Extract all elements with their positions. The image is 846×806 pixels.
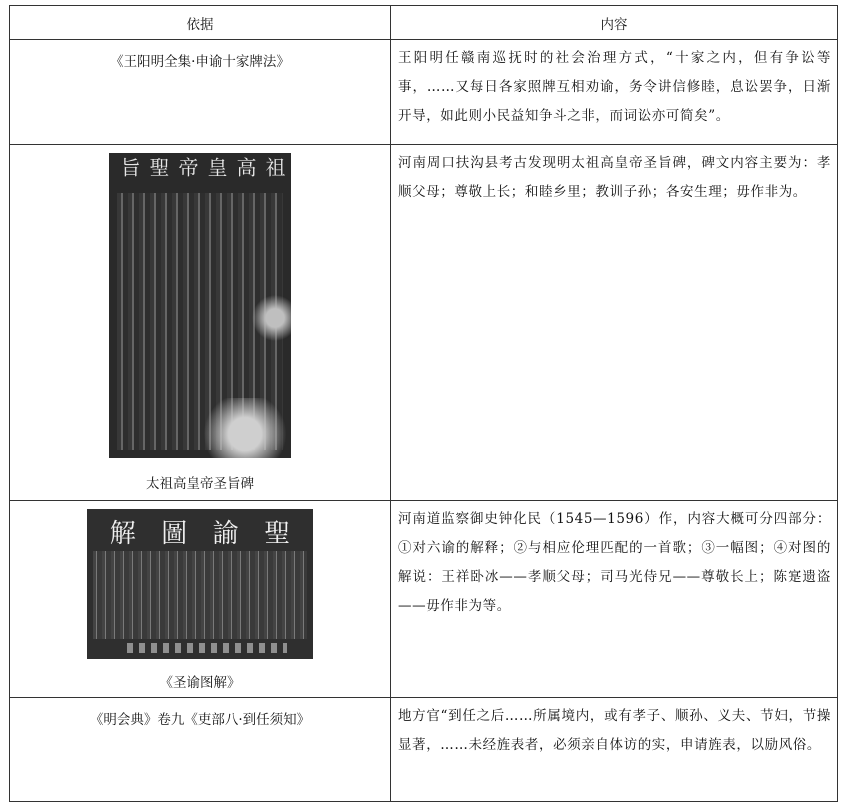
book-text-texture bbox=[93, 551, 307, 639]
stele-title bbox=[109, 157, 291, 177]
source-text: 《明会典》卷九《吏部八·到任须知》 bbox=[89, 712, 311, 728]
table-row bbox=[10, 501, 838, 698]
content-cell: 王阳明任赣南巡抚时的社会治理方式，“十家之内，但有争讼等事，……又每日各家照牌互相劝谕，务令讲信修睦，息讼罢争，日渐开导，如此则小民益知争斗之非，而词讼亦可简矣”。 bbox=[391, 40, 838, 145]
source-cell bbox=[10, 501, 391, 698]
source-text: 《王阳明全集·申谕十家牌法》 bbox=[110, 54, 290, 70]
source-cell bbox=[10, 145, 391, 501]
source-cell bbox=[10, 40, 391, 145]
table-row bbox=[10, 698, 838, 802]
book-title-char: 圖 bbox=[161, 519, 188, 549]
table-row bbox=[10, 145, 838, 501]
book-title-char: 諭 bbox=[212, 519, 239, 549]
content-cell: 河南周口扶沟县考古发现明太祖高皇帝圣旨碑，碑文内容主要为：孝顺父母；尊敬上长；和睦乡里；教训子孙；各安生理；毋作非为。 bbox=[391, 145, 838, 501]
book-title-char: 聖 bbox=[264, 519, 291, 549]
image-caption: 太祖高皇帝圣旨碑 bbox=[146, 476, 254, 492]
stele-weathering bbox=[179, 398, 289, 458]
image-caption: 《圣谕图解》 bbox=[159, 675, 241, 691]
book-footer-marks bbox=[127, 643, 287, 653]
book-plate-image bbox=[87, 509, 313, 659]
stele-title-char: 高 bbox=[233, 157, 257, 177]
table-row bbox=[10, 40, 838, 145]
source-cell bbox=[10, 698, 391, 802]
content-cell: 河南道监察御史钟化民（1545—1596）作，内容大概可分四部分：①对六谕的解释；②与相应伦理匹配的一首歌；③一幅图；④对图的解说：王祥卧冰——孝顺父母；司马光侍兄——尊敬长上；陈寔遗盗——毋作非为等。 bbox=[391, 501, 838, 698]
book-title-char: 解 bbox=[109, 519, 136, 549]
header-row bbox=[10, 6, 838, 40]
stele-title-char: 帝 bbox=[175, 157, 199, 177]
stele-title-char: 皇 bbox=[204, 157, 228, 177]
stele-title-char: 祖 bbox=[262, 157, 286, 177]
stele-title-char: 聖 bbox=[146, 157, 170, 177]
stele-title-char: 旨 bbox=[117, 157, 141, 177]
stele-weathering bbox=[251, 273, 291, 363]
book-title bbox=[87, 513, 313, 550]
reference-table bbox=[9, 5, 838, 802]
header-source: 依据 bbox=[10, 6, 391, 40]
content-cell: 地方官“到任之后……所属境内，或有孝子、顺孙、义夫、节妇，节操显著，……未经旌表者，必须亲自体访的实，申请旌表，以励风俗。 bbox=[391, 698, 838, 802]
stele-rubbing-image bbox=[109, 153, 291, 458]
header-content: 内容 bbox=[391, 6, 838, 40]
